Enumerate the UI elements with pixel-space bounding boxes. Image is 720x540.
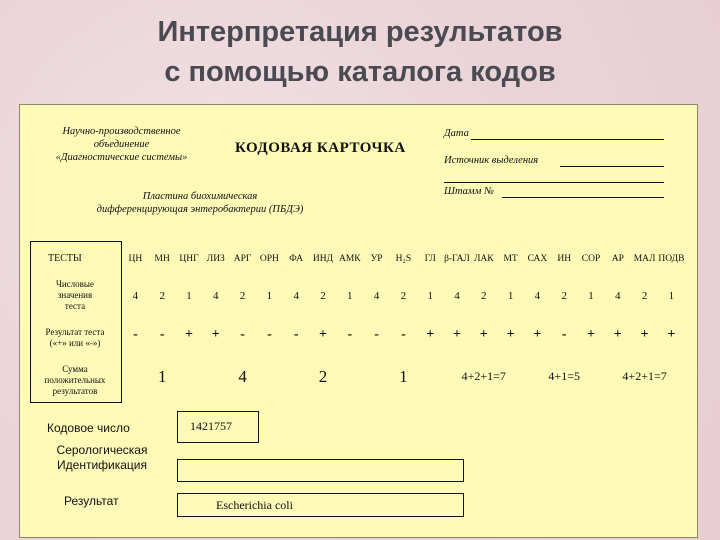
sum-row-label	[32, 364, 118, 397]
test-value: 2	[400, 290, 407, 302]
sum-value: 4+1=5	[548, 369, 580, 383]
sum-label-1: Сумма	[62, 364, 88, 374]
test-header: β-ГАЛ	[444, 254, 470, 264]
test-result: +	[453, 327, 461, 342]
sero-label-2: Идентификация	[57, 458, 147, 472]
test-header: МН	[154, 254, 170, 264]
strain-field[interactable]	[502, 186, 664, 198]
test-header: АР	[611, 254, 624, 264]
test-result: +	[185, 327, 193, 342]
sum-value: 1	[157, 367, 167, 386]
test-result: +	[211, 327, 220, 342]
numeric-label-3: теста	[64, 301, 86, 311]
sum-label-2: положительных	[44, 375, 106, 385]
test-result: -	[159, 327, 165, 342]
sum-value: 4	[238, 367, 247, 386]
test-result: -	[401, 327, 406, 342]
result-label-2: («+» или «-»)	[49, 338, 101, 348]
result-row-label	[32, 327, 118, 349]
test-result: -	[374, 327, 379, 342]
test-value: 2	[481, 290, 487, 302]
test-value: 2	[641, 290, 648, 302]
sum-value: 4+2+1=7	[461, 369, 506, 383]
test-header: ЦНГ	[179, 254, 199, 264]
test-header: МАЛ	[633, 254, 656, 264]
code-number-value: 1421757	[190, 419, 232, 433]
date-label: Дата	[444, 128, 469, 139]
test-result: -	[561, 327, 567, 342]
test-value: 1	[266, 290, 273, 302]
sum-value: 1	[399, 367, 408, 386]
test-header: УР	[370, 254, 383, 264]
code-card	[19, 104, 698, 538]
test-header: ПОДВ	[658, 254, 685, 264]
sum-value: 2	[318, 367, 328, 386]
slide-title-line-2: с помощью каталога кодов	[164, 56, 556, 88]
test-header: H₂S	[395, 254, 412, 264]
test-result: +	[426, 327, 435, 342]
test-value: 1	[507, 290, 514, 302]
test-value: 2	[320, 290, 326, 302]
test-value: 2	[561, 290, 567, 302]
test-result: +	[587, 327, 595, 342]
test-value: 4	[213, 290, 219, 302]
test-value: 4	[293, 290, 299, 302]
test-result: +	[506, 327, 515, 342]
test-header: СОР	[581, 254, 601, 264]
test-result: -	[240, 327, 245, 342]
test-header: ОРН	[259, 254, 279, 264]
plate-name	[45, 190, 355, 216]
date-field[interactable]	[471, 128, 664, 140]
test-header: ЛИЗ	[206, 254, 225, 264]
test-value: 1	[668, 290, 675, 302]
sero-label-1: Серологическая	[56, 443, 148, 457]
strain-label: Штамм №	[444, 186, 494, 197]
org-line-2: объединение	[93, 139, 150, 150]
test-value: 4	[132, 290, 139, 302]
test-header: МТ	[503, 254, 518, 264]
test-value: 1	[186, 290, 192, 302]
source-label: Источник выделения	[444, 155, 539, 166]
source-field[interactable]	[560, 155, 664, 167]
test-value: 4	[454, 290, 460, 302]
test-header: ИНД	[312, 254, 334, 264]
test-value: 4	[373, 290, 380, 302]
test-result: +	[533, 327, 542, 342]
test-header: ФА	[289, 254, 304, 264]
test-value: 2	[159, 290, 165, 302]
card-title: КОДОВАЯ КАРТОЧКА	[235, 140, 406, 156]
test-result: +	[640, 327, 649, 342]
tests-label: ТЕСТЫ	[48, 253, 82, 264]
test-value: 4	[534, 290, 541, 302]
test-value: 2	[239, 290, 246, 302]
test-value: 1	[347, 290, 353, 302]
test-result: -	[133, 327, 138, 342]
test-value: 1	[427, 290, 433, 302]
serological-id-box[interactable]	[177, 459, 464, 482]
test-result: -	[267, 327, 272, 342]
org-line-3: «Диагностические системы»	[55, 152, 188, 163]
test-result: -	[293, 327, 299, 342]
slide-title-line-1: Интерпретация результатов	[157, 16, 563, 48]
result-value: Escherichia coli	[216, 498, 293, 512]
test-result: -	[347, 327, 353, 342]
test-header: ЛАК	[473, 254, 494, 264]
sum-label-3: результатов	[52, 386, 98, 396]
result-label: Результат	[64, 494, 119, 508]
organisation-name	[34, 125, 209, 164]
sum-value: 4+2+1=7	[622, 369, 667, 383]
test-result: +	[667, 327, 676, 342]
numeric-label-2: значения	[57, 290, 93, 300]
test-header: САХ	[527, 254, 548, 264]
serological-id-label	[46, 443, 158, 473]
test-result: +	[613, 327, 622, 342]
code-number-label: Кодовое число	[47, 421, 130, 435]
plate-line-2: дифференцирующая энтеробактерии (ПБДЭ)	[96, 204, 304, 215]
test-value: 1	[588, 290, 594, 302]
result-label-1: Результат теста	[45, 327, 105, 337]
source-field-line-2[interactable]	[444, 171, 664, 183]
test-header: ЦН	[128, 254, 143, 264]
numeric-values-label	[32, 279, 118, 312]
test-header: АМК	[338, 254, 361, 264]
test-result: +	[319, 327, 327, 342]
test-result: +	[479, 327, 488, 342]
plate-line-1: Пластина биохимическая	[142, 191, 258, 202]
test-header: АРГ	[233, 254, 252, 264]
test-header: ИН	[557, 254, 572, 264]
org-line-1: Научно-производственное	[62, 126, 181, 137]
test-value: 4	[615, 290, 621, 302]
test-header: ГЛ	[424, 254, 436, 264]
numeric-label-1: Числовые	[56, 279, 94, 289]
